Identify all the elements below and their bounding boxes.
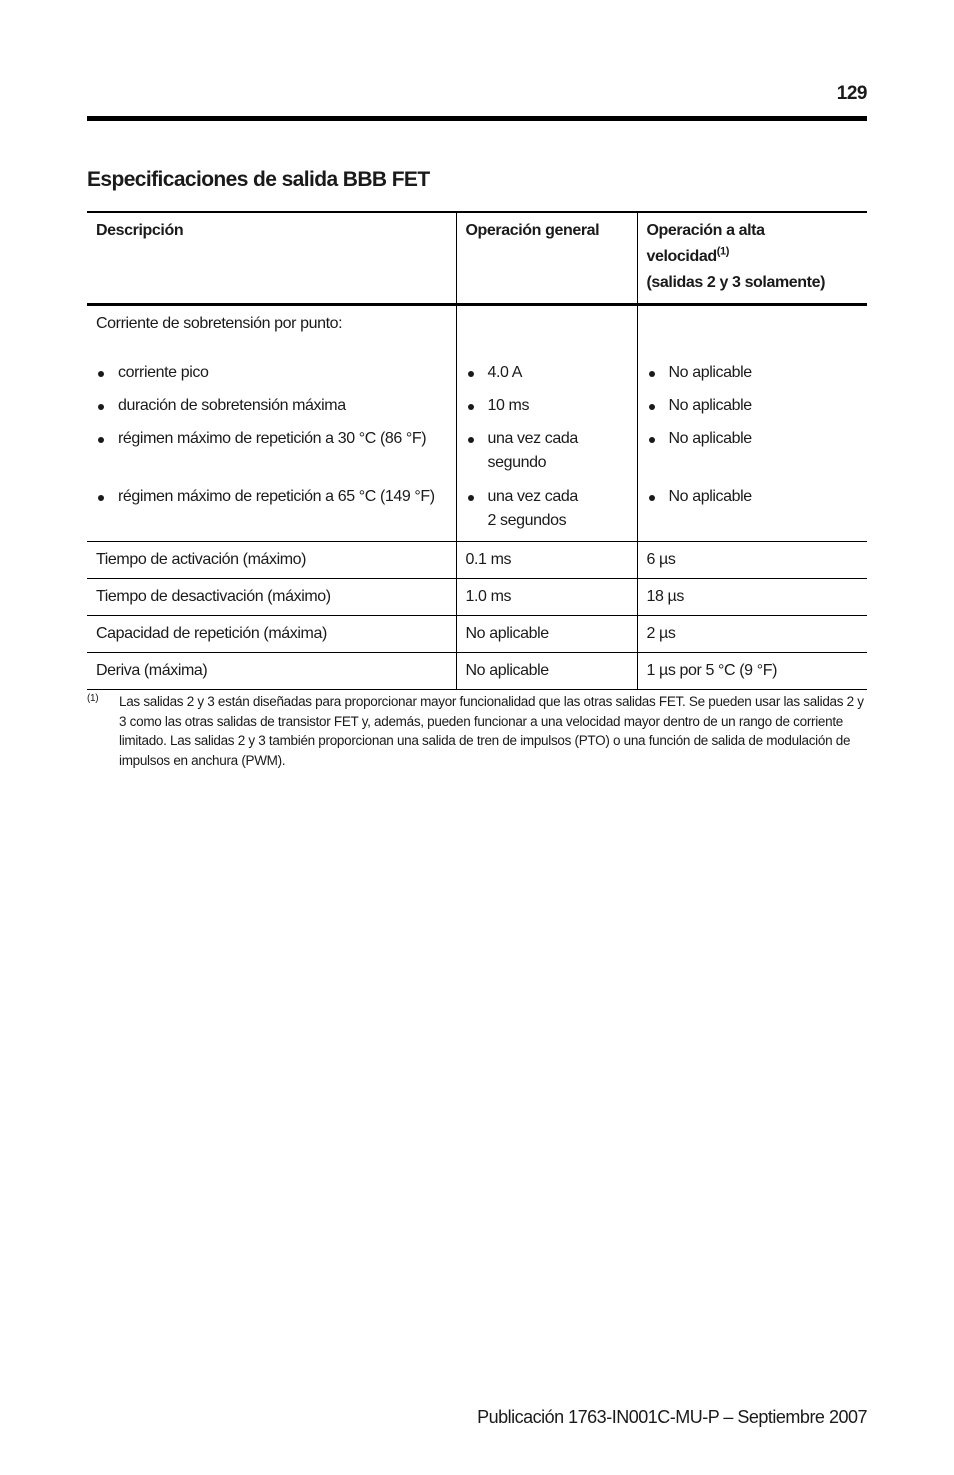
header-general-operation: Operación general: [456, 212, 637, 305]
list-item: No aplicable: [647, 361, 859, 394]
table-cell-description: Deriva (máxima): [96, 662, 208, 679]
surge-description-list: [96, 361, 447, 533]
section-title: Especificaciones de salida BBB FET: [87, 168, 430, 191]
table-row: [87, 579, 867, 616]
surge-description-cell: [87, 305, 456, 542]
surge-label: Corriente de sobretensión por punto:: [96, 315, 343, 332]
table-header-row: [87, 212, 867, 305]
list-item: régimen máximo de repetición a 30 °C (86 °F): [96, 427, 447, 485]
list-item: régimen máximo de repetición a 65 °C (149 °F): [96, 485, 447, 533]
table-cell-general: No aplicable: [456, 616, 637, 653]
table-row: [87, 616, 867, 653]
table-cell-general: No aplicable: [456, 653, 637, 690]
table-cell-high-speed: 6 µs: [637, 542, 867, 579]
table-cell-description: Tiempo de activación (máximo): [96, 551, 307, 568]
header-rule: [87, 116, 867, 121]
surge-general-list: [466, 361, 628, 533]
page-number: 129: [836, 83, 867, 104]
header-high-speed-operation: [637, 212, 867, 305]
list-item: 10 ms: [466, 394, 628, 427]
list-item: [466, 485, 628, 533]
list-item-line: una vez cada: [487, 488, 578, 505]
table-cell-general: 0.1 ms: [456, 542, 637, 579]
list-item-line: 2 segundos: [487, 512, 567, 529]
surge-high-speed-list: [647, 361, 859, 533]
table-row-surge-current: [87, 305, 867, 542]
list-item: No aplicable: [647, 427, 859, 485]
header-high-speed-line2: velocidad: [646, 248, 717, 265]
table-cell-high-speed: 18 µs: [637, 579, 867, 616]
header-high-speed-line1: Operación a alta: [646, 222, 765, 239]
header-description: Descripción: [96, 222, 184, 239]
table-cell-high-speed: 2 µs: [637, 616, 867, 653]
footnote-reference: (1): [716, 245, 729, 258]
list-item: duración de sobretensión máxima: [96, 394, 447, 427]
fet-output-spec-table: [87, 211, 867, 690]
table-cell-description: Tiempo de desactivación (máximo): [96, 588, 331, 605]
list-item-line: una vez cada: [487, 430, 578, 447]
list-item: 4.0 A: [466, 361, 628, 394]
footnote-text: Las salidas 2 y 3 están diseñadas para proporcionar mayor funcionalidad que las otras salidas FET. Se pueden usar las salidas 2 y 3 como las otras salidas de transistor FET y, además, pueden funcionar a una velocidad mayor dentro de un rango de corriente limitado. Las salidas 2 y 3 también proporcionan una salida de tren de impulsos (PTO) o una función de salida de modulación de impulsos en anchura (PWM).: [119, 694, 864, 768]
surge-general-cell: [456, 305, 637, 542]
table-row: [87, 653, 867, 690]
table-cell-description: Capacidad de repetición (máxima): [96, 625, 327, 642]
footnote-mark: (1): [87, 693, 99, 704]
table-cell-high-speed: 1 µs por 5 °C (9 °F): [637, 653, 867, 690]
table-cell-general: 1.0 ms: [456, 579, 637, 616]
publication-footer: Publicación 1763-IN001C-MU-P – Septiembre 2007: [477, 1407, 867, 1427]
list-item-line: segundo: [487, 454, 547, 471]
header-high-speed-line3: (salidas 2 y 3 solamente): [646, 274, 826, 291]
footnote: [87, 692, 867, 770]
surge-high-speed-cell: [637, 305, 867, 542]
list-item: [466, 427, 628, 485]
list-item: No aplicable: [647, 485, 859, 533]
list-item: corriente pico: [96, 361, 447, 394]
table-row: [87, 542, 867, 579]
list-item: No aplicable: [647, 394, 859, 427]
